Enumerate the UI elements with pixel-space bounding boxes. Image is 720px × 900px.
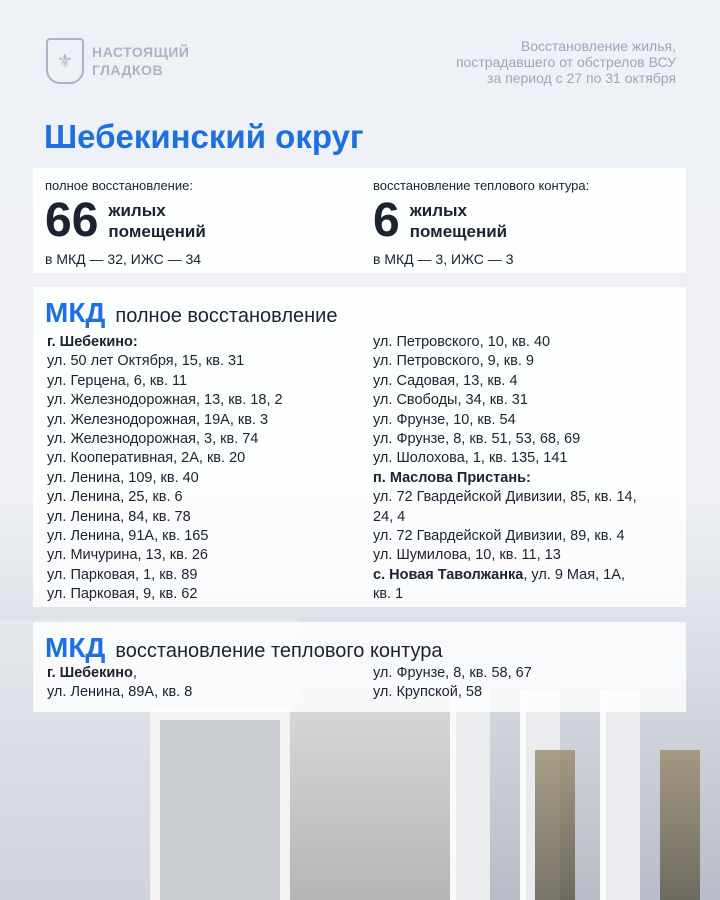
stat-full-value: 66 bbox=[45, 194, 99, 247]
mkd-full-title-rest: полное восстановление bbox=[115, 305, 338, 327]
header bbox=[46, 38, 676, 88]
brand-name bbox=[92, 43, 212, 79]
stat-thermal bbox=[373, 178, 589, 267]
address-item: ул. Герцена, 6, кв. 11 bbox=[47, 372, 188, 389]
window-pane bbox=[450, 690, 490, 900]
address-item: ул. Парковая, 1, кв. 89 bbox=[47, 566, 198, 583]
settlement-header: п. Маслова Пристань: bbox=[373, 469, 531, 486]
address-item: ул. Свободы, 34, кв. 31 bbox=[373, 392, 528, 409]
stat-thermal-value: 6 bbox=[373, 194, 400, 247]
stat-full bbox=[45, 178, 206, 267]
city-line bbox=[47, 664, 192, 683]
subtitle-line-1: Восстановление жилья, bbox=[520, 38, 676, 54]
mkd-thermal-title-rest: восстановление теплового контура bbox=[115, 640, 443, 662]
stat-full-detail: в МКД — 32, ИЖС — 34 bbox=[45, 251, 202, 267]
stat-thermal-detail: в МКД — 3, ИЖС — 3 bbox=[373, 251, 514, 267]
city-header: г. Шебекино: bbox=[47, 334, 138, 350]
subtitle-line-3: за период с 27 по 31 октября bbox=[487, 70, 676, 86]
stat-full-unit-1: жилых bbox=[108, 201, 166, 220]
address-item: ул. Фрунзе, 8, кв. 51, 53, 68, 69 bbox=[373, 431, 581, 448]
window-pane bbox=[600, 690, 640, 900]
stats-card bbox=[33, 168, 686, 273]
brand-line-1: НАСТОЯЩИЙ bbox=[92, 44, 190, 60]
stat-full-label: полное восстановление: bbox=[45, 178, 193, 193]
address-item: ул. Фрунзе, 10, кв. 54 bbox=[373, 411, 516, 428]
address-item: ул. Ленина, 89А, кв. 8 bbox=[47, 684, 193, 701]
village-address: , ул. 9 Мая, 1А, bbox=[523, 566, 625, 583]
stat-thermal-label: восстановление теплового контура: bbox=[373, 178, 590, 193]
mkd-thermal-left-column bbox=[47, 664, 192, 703]
tree-shape bbox=[660, 750, 700, 900]
address-item: ул. Садовая, 13, кв. 4 bbox=[373, 372, 518, 389]
brand-line-2: ГЛАДКОВ bbox=[92, 62, 164, 78]
mkd-thermal-right-column bbox=[373, 664, 532, 703]
address-item: ул. 50 лет Октября, 15, кв. 31 bbox=[47, 353, 245, 370]
mkd-full-left-column bbox=[47, 333, 283, 605]
address-item: ул. Ленина, 91А, кв. 165 bbox=[47, 528, 209, 545]
village-name: с. Новая Таволжанка bbox=[373, 566, 524, 583]
mkd-thermal-card bbox=[33, 622, 686, 712]
stat-full-unit-2: помещений bbox=[108, 222, 206, 241]
address-item: ул. Ленина, 25, кв. 6 bbox=[47, 489, 183, 506]
address-item: ул. Шолохова, 1, кв. 135, 141 bbox=[373, 450, 568, 467]
page-title: Шебекинский округ bbox=[44, 118, 364, 155]
header-subtitle bbox=[356, 38, 676, 86]
mkd-full-title-big: МКД bbox=[45, 297, 106, 328]
subtitle-line-2: пострадавшего от обстрелов ВСУ bbox=[455, 54, 676, 70]
mkd-thermal-title-big: МКД bbox=[45, 632, 106, 663]
stat-thermal-unit-1: жилых bbox=[409, 201, 467, 220]
mkd-thermal-title bbox=[45, 632, 443, 664]
address-item-village bbox=[373, 566, 637, 585]
window-frame bbox=[150, 710, 290, 900]
address-item: 24, 4 bbox=[373, 508, 406, 525]
address-item: ул. Крупской, 58 bbox=[373, 684, 483, 701]
address-item: ул. Кооперативная, 2А, кв. 20 bbox=[47, 450, 246, 467]
address-item: ул. Фрунзе, 8, кв. 58, 67 bbox=[373, 665, 532, 681]
address-item: ул. Мичурина, 13, кв. 26 bbox=[47, 547, 208, 564]
mkd-full-title bbox=[45, 297, 337, 329]
city-comma: , bbox=[132, 665, 137, 681]
address-item: ул. Петровского, 9, кв. 9 bbox=[373, 353, 534, 370]
mkd-full-right-column bbox=[373, 333, 637, 605]
address-item: ул. Железнодорожная, 13, кв. 18, 2 bbox=[47, 392, 283, 409]
address-item: ул. Ленина, 109, кв. 40 bbox=[47, 469, 199, 486]
address-item: ул. Железнодорожная, 3, кв. 74 bbox=[47, 431, 259, 448]
address-item: ул. 72 Гвардейской Дивизии, 85, кв. 14, bbox=[373, 489, 637, 506]
brand-logo bbox=[46, 38, 212, 84]
address-item: ул. Железнодорожная, 19А, кв. 3 bbox=[47, 411, 269, 428]
stat-thermal-unit-2: помещений bbox=[409, 222, 508, 241]
crest-icon: ⚜ bbox=[46, 38, 84, 84]
address-item: ул. Ленина, 84, кв. 78 bbox=[47, 508, 191, 525]
city-header: г. Шебекино bbox=[47, 665, 133, 681]
address-item: ул. Парковая, 9, кв. 62 bbox=[47, 586, 198, 603]
address-item: ул. 72 Гвардейской Дивизии, 89, кв. 4 bbox=[373, 528, 625, 545]
tree-shape bbox=[535, 750, 575, 900]
mkd-full-card bbox=[33, 287, 686, 607]
address-item: ул. Петровского, 10, кв. 40 bbox=[373, 334, 551, 350]
address-item: ул. Шумилова, 10, кв. 11, 13 bbox=[373, 547, 561, 564]
background-photo bbox=[0, 560, 720, 900]
address-item: кв. 1 bbox=[373, 586, 404, 603]
